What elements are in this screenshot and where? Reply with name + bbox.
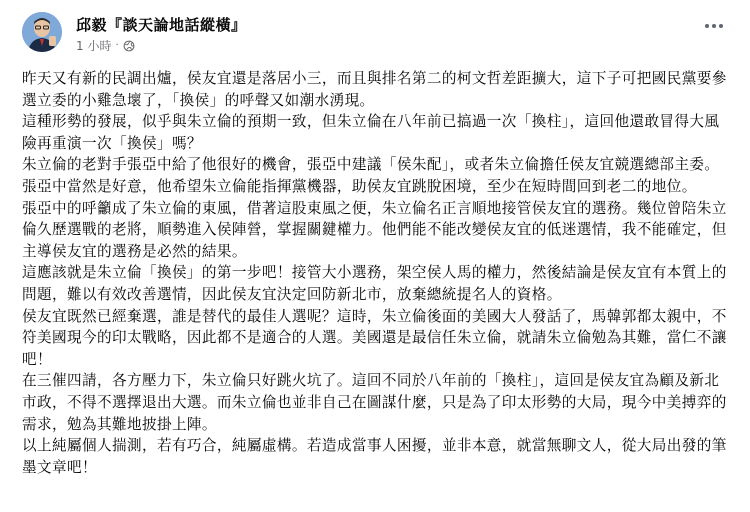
post-paragraph: 以上純屬個人揣測，若有巧合，純屬虛構。若造成當事人困擾，並非本意，就當無聊文人，從大局出發的筆墨文章吧！ — [22, 437, 727, 476]
author-name[interactable]: 邱毅『談天論地話縱橫』 — [76, 16, 247, 34]
post-header — [22, 10, 728, 62]
post-meta — [76, 37, 135, 54]
post-body — [22, 68, 728, 478]
separator-dot: · — [115, 40, 119, 51]
post-paragraph: 朱立倫的老對手張亞中給了他很好的機會，張亞中建議「侯朱配」，或者朱立倫擔任侯友宜競選總部主委。張亞中當然是好意，他希望朱立倫能指揮黨機器，助侯友宜跳脫困境，至少在短時間回到老二的地位。 — [22, 156, 720, 195]
post-paragraph: 張亞中的呼籲成了朱立倫的東風，借著這股東風之便，朱立倫名正言順地接管侯友宜的選務。幾位曾陪朱立倫久歷選戰的老將，順勢進入侯陣營，掌握關鍵權力。他們能不能改變侯友宜的低迷選情，我不能確定，但主導侯友宜的選務是必然的結果。 — [22, 199, 727, 260]
post-paragraph: 侯友宜既然已經棄選，誰是替代的最佳人選呢？這時，朱立倫後面的美國大人發話了，馬韓郭都太親中，不符美國現今的印太戰略，因此都不是適合的人選。美國還是最信任朱立倫，就請朱立倫勉為其難，當仁不讓吧！ — [22, 307, 727, 368]
post-time[interactable]: 1 小時 — [76, 39, 112, 53]
post-paragraph: 昨天又有新的民調出爐，侯友宜還是落居小三，而且與排名第二的柯文哲差距擴大，這下子可把國民黨要參選立委的小雞急壞了，「換侯」的呼聲又如潮水湧現。 — [22, 70, 727, 109]
more-options-icon[interactable] — [700, 16, 728, 36]
post-paragraph: 這種形勢的發展，似乎與朱立倫的預期一致，但朱立倫在八年前已搞過一次「換柱」，這回他還敢冒得大風險再重演一次「換侯」嗎？ — [22, 113, 720, 152]
avatar[interactable] — [22, 12, 62, 52]
avatar-photo-icon — [22, 12, 62, 52]
post-paragraph: 在三催四請，各方壓力下，朱立倫只好跳火坑了。這回不同於八年前的「換柱」，這回是侯友宜為顧及新北市政，不得不選擇退出大選。而朱立倫也並非自己在圖謀什麼，只是為了印太形勢的大局，現今中美搏弈的需求，勉為其難地披掛上陣。 — [22, 372, 727, 433]
post-paragraph: 這應該就是朱立倫「換侯」的第一步吧！接管大小選務，架空侯人馬的權力，然後結論是侯友宜有本質上的問題，難以有效改善選情，因此侯友宜決定回防新北市，放棄總統提名人的資格。 — [22, 264, 727, 303]
globe-icon — [123, 40, 135, 52]
